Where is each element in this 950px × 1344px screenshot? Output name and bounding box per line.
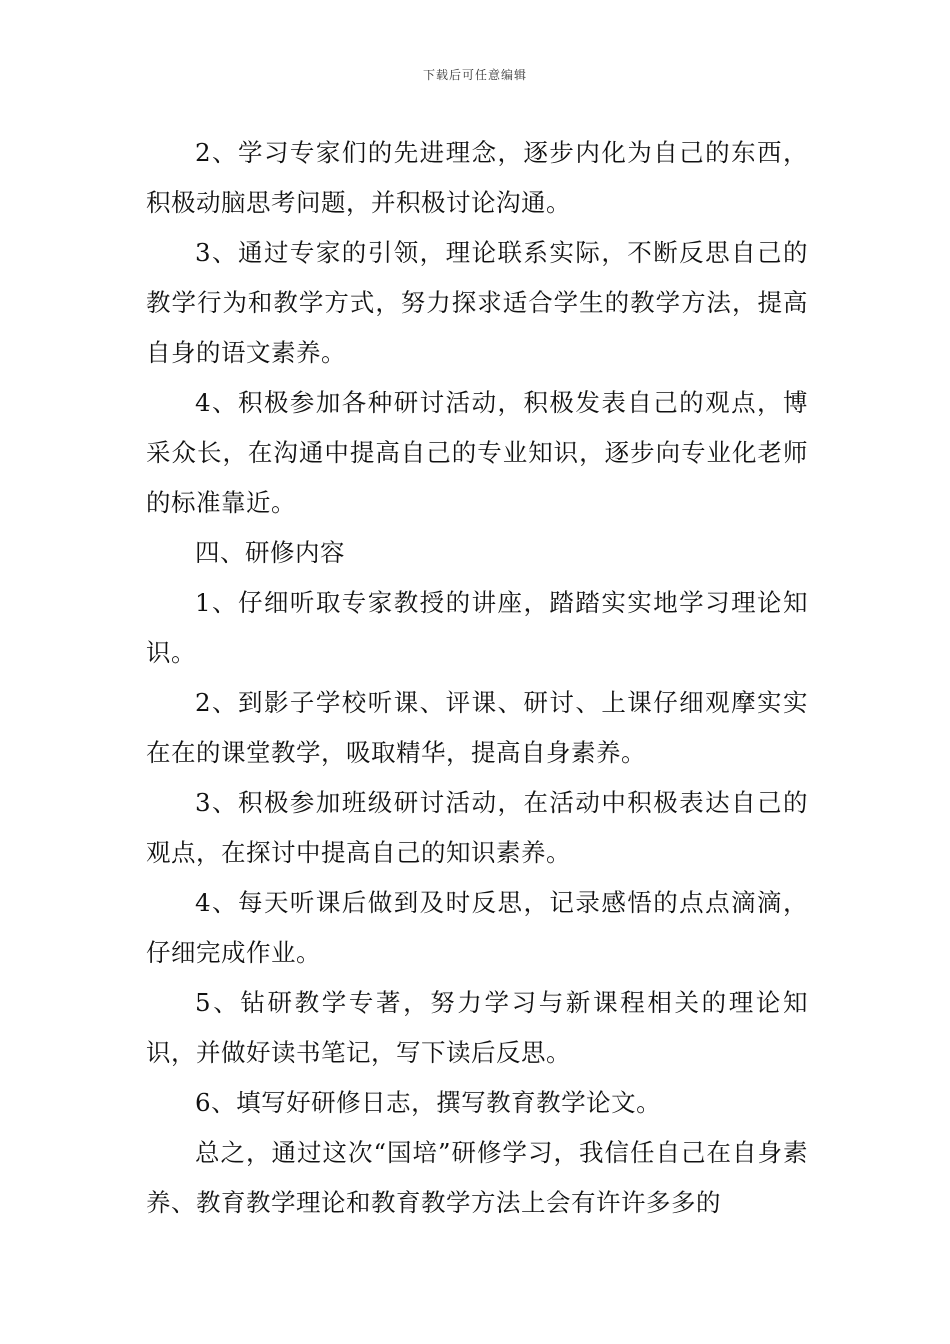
content-item-5: 5、钻研教学专著，努力学习与新课程相关的理论知识，并做好读书笔记，写下读后反思。 xyxy=(146,988,808,1067)
content-item-3: 3、积极参加班级研讨活动，在活动中积极表达自己的观点，在探讨中提高自己的知识素养。 xyxy=(146,788,808,867)
content-item-2: 2、到影子学校听课、评课、研讨、上课仔细观摩实实在在的课堂教学，吸取精华，提高自身素养。 xyxy=(146,688,808,767)
content-item-1: 1、仔细听取专家教授的讲座，踏踏实实地学习理论知识。 xyxy=(146,588,808,667)
document-body xyxy=(146,128,808,1228)
summary-paragraph: 总之，通过这次“国培”研修学习，我信任自己在自身素养、教育教学理论和教育教学方法上会有许许多多的 xyxy=(146,1138,808,1217)
paragraph-item-3: 3、通过专家的引领，理论联系实际，不断反思自己的教学行为和教学方式，努力探求适合学生的教学方法，提高自身的语文素养。 xyxy=(146,238,808,367)
content-item-6: 6、填写好研修日志，撰写教育教学论文。 xyxy=(195,1088,662,1117)
paragraph-item-2: 2、学习专家们的先进理念，逐步内化为自己的东西，积极动脑思考问题，并积极讨论沟通。 xyxy=(146,138,808,217)
section-heading-research-content: 四、研修内容 xyxy=(195,538,345,567)
content-item-4: 4、每天听课后做到及时反思，记录感悟的点点滴滴，仔细完成作业。 xyxy=(146,888,808,967)
page-header-note: 下载后可任意编辑 xyxy=(422,68,527,82)
paragraph-item-4: 4、积极参加各种研讨活动，积极发表自己的观点，博采众长，在沟通中提高自己的专业知识，逐步向专业化老师的标准靠近。 xyxy=(146,388,808,517)
